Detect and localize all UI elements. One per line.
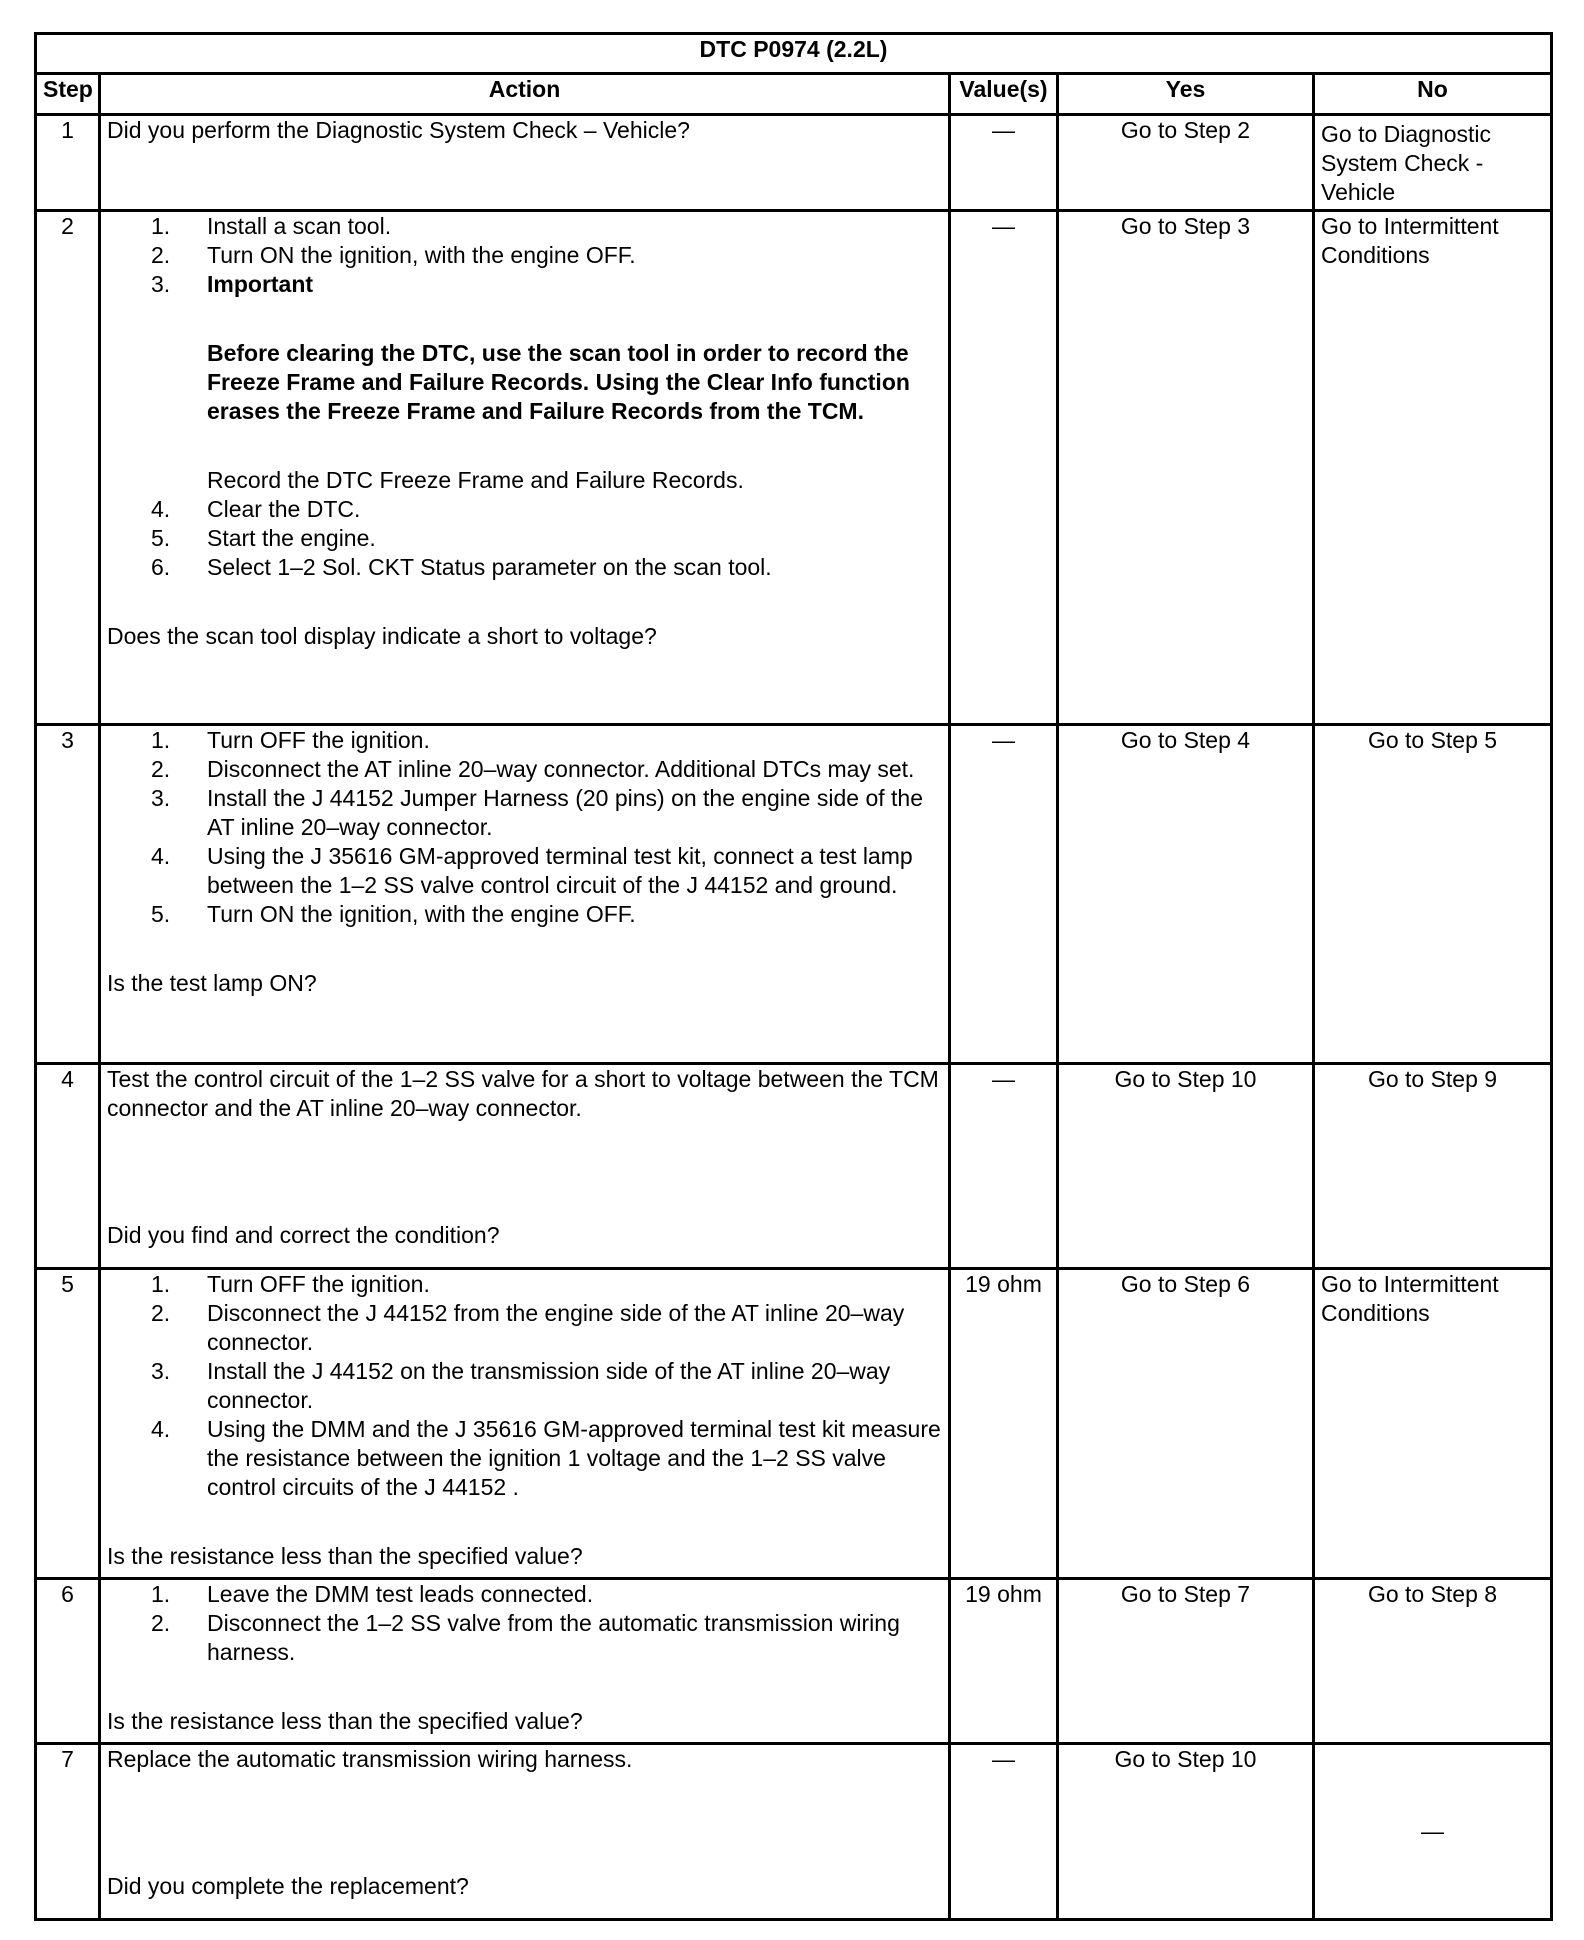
yes-link[interactable]: Go to Step 7 — [1058, 1579, 1314, 1744]
table-row-step-4 — [36, 1064, 1552, 1269]
value-cell: — — [950, 1064, 1058, 1269]
action-cell — [100, 1744, 950, 1920]
value-cell: — — [950, 1744, 1058, 1920]
question-text: Did you complete the replacement? — [107, 1873, 469, 1899]
yes-link[interactable]: Go to Step 2 — [1058, 115, 1314, 211]
list-item: 4. Clear the DTC. — [151, 496, 361, 522]
table-row-step-2 — [36, 211, 1552, 725]
dtc-table-container — [34, 32, 1550, 1921]
list-item: 4. Using the J 35616 GM-approved terminal test kit, connect a test lamp between the 1–2 SS valve control circuit of the J 44152 and ground. — [151, 843, 913, 898]
list-item: 3. Install the J 44152 on the transmission side of the AT inline 20–way connector. — [151, 1358, 891, 1413]
list-item: 2. Disconnect the J 44152 from the engine side of the AT inline 20–way connector. — [151, 1300, 905, 1355]
action-list — [107, 726, 942, 929]
question-text: Does the scan tool display indicate a short to voltage? — [107, 623, 657, 649]
no-link[interactable]: Go to Intermittent Conditions — [1314, 211, 1552, 725]
value-cell: — — [950, 115, 1058, 211]
list-item: 1. Install a scan tool. — [151, 213, 392, 239]
action-text: Replace the automatic transmission wiring harness. — [107, 1746, 633, 1772]
action-list — [107, 1580, 942, 1667]
table-row-step-7 — [36, 1744, 1552, 1920]
step-number: 3 — [36, 725, 100, 1064]
list-item: 2. Turn ON the ignition, with the engine OFF. — [151, 242, 636, 268]
action-cell — [100, 211, 950, 725]
header-yes: Yes — [1058, 74, 1314, 115]
question-text: Is the test lamp ON? — [107, 970, 317, 996]
value-cell: — — [950, 725, 1058, 1064]
no-link[interactable]: Go to Step 9 — [1314, 1064, 1552, 1269]
value-cell: 19 ohm — [950, 1579, 1058, 1744]
table-row-step-1 — [36, 115, 1552, 211]
important-note: Before clearing the DTC, use the scan tool in order to record the Freeze Frame and Failure Records. Using the Clear Info function erases the Freeze Frame and Failure Records from the TCM. — [207, 340, 910, 424]
question-text: Is the resistance less than the specified value? — [107, 1708, 583, 1734]
action-cell — [100, 725, 950, 1064]
no-link[interactable]: Go to Diagnostic System Check - Vehicle — [1314, 115, 1552, 211]
action-list — [107, 495, 942, 582]
header-no: No — [1314, 74, 1552, 115]
step-number: 2 — [36, 211, 100, 725]
question-text: Is the resistance less than the specified value? — [107, 1543, 583, 1569]
no-link[interactable]: Go to Step 5 — [1314, 725, 1552, 1064]
action-list — [107, 212, 942, 299]
yes-link[interactable]: Go to Step 6 — [1058, 1269, 1314, 1579]
question-text: Did you find and correct the condition? — [107, 1222, 500, 1248]
header-step: Step — [36, 74, 100, 115]
table-row-step-6 — [36, 1579, 1552, 1744]
list-item: 2. Disconnect the 1–2 SS valve from the automatic transmission wiring harness. — [151, 1610, 900, 1665]
step-number: 7 — [36, 1744, 100, 1920]
header-value: Value(s) — [950, 74, 1058, 115]
yes-link[interactable]: Go to Step 10 — [1058, 1744, 1314, 1920]
list-item: 2. Disconnect the AT inline 20–way connector. Additional DTCs may set. — [151, 756, 915, 782]
yes-link[interactable]: Go to Step 3 — [1058, 211, 1314, 725]
record-note: Record the DTC Freeze Frame and Failure Records. — [207, 467, 744, 493]
step-number: 6 — [36, 1579, 100, 1744]
step-number: 5 — [36, 1269, 100, 1579]
action-cell — [100, 115, 950, 211]
table-title: DTC P0974 (2.2L) — [36, 34, 1552, 74]
important-label: Important — [207, 271, 314, 297]
list-item: 5. Turn ON the ignition, with the engine OFF. — [151, 901, 636, 927]
step-number: 1 — [36, 115, 100, 211]
header-action: Action — [100, 74, 950, 115]
table-row-step-3 — [36, 725, 1552, 1064]
no-link[interactable]: Go to Step 8 — [1314, 1579, 1552, 1744]
list-item: 3. Important — [151, 271, 314, 297]
action-cell — [100, 1579, 950, 1744]
step-number: 4 — [36, 1064, 100, 1269]
no-value: — — [1314, 1744, 1552, 1920]
action-cell — [100, 1269, 950, 1579]
list-item: 5. Start the engine. — [151, 525, 376, 551]
action-text: Did you perform the Diagnostic System Check – Vehicle? — [107, 117, 690, 143]
value-cell: — — [950, 211, 1058, 725]
list-item: 1. Turn OFF the ignition. — [151, 727, 430, 753]
dtc-procedure-table — [34, 32, 1553, 1921]
action-cell — [100, 1064, 950, 1269]
action-text: Test the control circuit of the 1–2 SS valve for a short to voltage between the TCM connector and the AT inline 20–way connector. — [107, 1066, 939, 1121]
list-item: 1. Leave the DMM test leads connected. — [151, 1581, 594, 1607]
table-row-step-5 — [36, 1269, 1552, 1579]
yes-link[interactable]: Go to Step 10 — [1058, 1064, 1314, 1269]
list-item: 4. Using the DMM and the J 35616 GM-approved terminal test kit measure the resistance between the ignition 1 voltage and the 1–2 SS valve control circuits of the J 44152 . — [151, 1416, 941, 1500]
list-item: 6. Select 1–2 Sol. CKT Status parameter on the scan tool. — [151, 554, 772, 580]
list-item: 3. Install the J 44152 Jumper Harness (20 pins) on the engine side of the AT inline 20–way connector. — [151, 785, 923, 840]
list-item: 1. Turn OFF the ignition. — [151, 1271, 430, 1297]
yes-link[interactable]: Go to Step 4 — [1058, 725, 1314, 1064]
value-cell: 19 ohm — [950, 1269, 1058, 1579]
action-list — [107, 1270, 942, 1502]
no-link[interactable]: Go to Intermittent Conditions — [1314, 1269, 1552, 1579]
